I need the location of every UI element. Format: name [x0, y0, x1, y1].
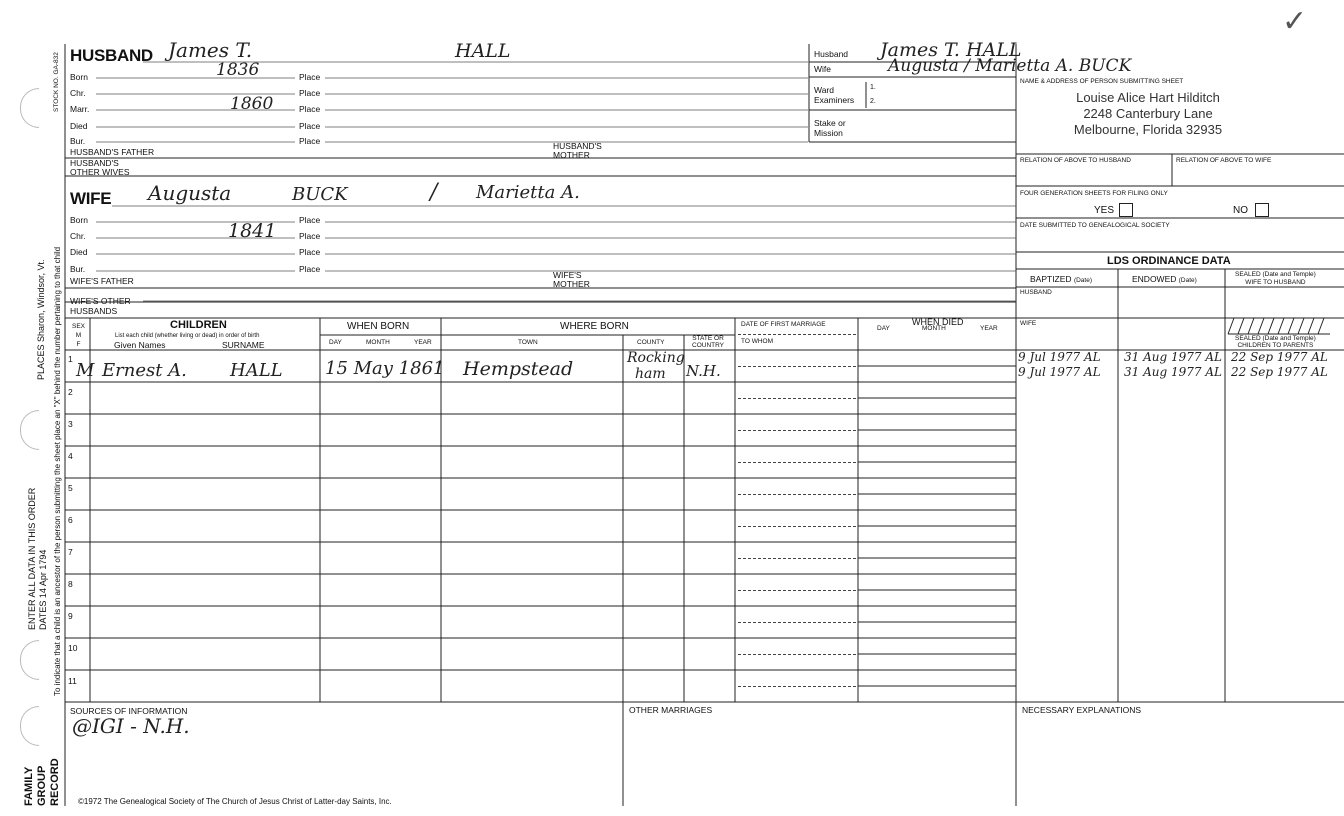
died-month-header: MONTH — [922, 325, 946, 332]
stock-number: STOCK NO. GA-832 — [53, 52, 60, 112]
relation-husband-label: RELATION OF ABOVE TO HUSBAND — [1020, 157, 1131, 164]
child-given: Ernest A. — [102, 360, 187, 381]
husband-born-label: Born — [70, 72, 88, 82]
died-day-header: DAY — [877, 325, 890, 332]
copyright: ©1972 The Genealogical Society of The Church of Jesus Christ of Latter-day Saints, Inc. — [78, 797, 392, 806]
row-number: 5 — [68, 483, 73, 493]
places-example: PLACES Sharon, Windsor, Vt. — [36, 259, 46, 380]
date-submitted-label: DATE SUBMITTED TO GENEALOGICAL SOCIETY — [1020, 222, 1170, 229]
child-surname: HALL — [230, 360, 283, 381]
children-header: CHILDREN — [170, 319, 227, 331]
header-wife-value: Augusta / Marietta A. BUCK — [888, 56, 1132, 76]
town-header: TOWN — [518, 339, 538, 346]
wife-chr-label: Chr. — [70, 231, 86, 241]
husband-marr-label: Marr. — [70, 104, 90, 114]
wife-slash: / — [430, 180, 438, 205]
lds-child-baptized: 9 Jul 1977 AL — [1018, 365, 1101, 379]
wife-surname: BUCK — [292, 184, 348, 205]
born-month-header: MONTH — [366, 339, 390, 346]
submitter-name: Louise Alice Hart Hilditch — [1076, 90, 1220, 105]
children-subheader: List each child (whether living or dead) in order of birth — [115, 333, 260, 339]
wife-heading: WIFE — [70, 189, 112, 208]
husband-heading: HUSBAND — [70, 46, 153, 65]
row-number: 8 — [68, 579, 73, 589]
sources-label: SOURCES OF INFORMATION — [70, 706, 188, 716]
place-label: Place — [299, 121, 321, 131]
other-marriages-label: OTHER MARRIAGES — [629, 705, 713, 715]
wife-bur-label: Bur. — [70, 264, 86, 274]
where-born-header: WHERE BORN — [560, 321, 629, 332]
lds-child-baptized: 9 Jul 1977 AL — [1018, 350, 1101, 364]
wife-alias: Marietta A. — [476, 182, 580, 203]
no-label: NO — [1233, 205, 1248, 216]
state-header: STATE OR COUNTRY — [692, 335, 725, 349]
lds-child-sealed: 22 Sep 1977 AL — [1231, 365, 1328, 379]
yes-label: YES — [1094, 205, 1115, 216]
place-label: Place — [299, 231, 321, 241]
lds-child-endowed: 31 Aug 1977 AL — [1124, 365, 1222, 379]
yes-checkbox[interactable] — [1119, 203, 1133, 217]
endowed-header: ENDOWED (Date) — [1132, 274, 1197, 284]
husband-mother-label: HUSBAND'S MOTHER — [553, 141, 602, 160]
when-died-header: WHEN DIED — [912, 317, 964, 327]
place-label: Place — [299, 264, 321, 274]
husband-given: James T. — [168, 38, 253, 62]
lds-child-endowed: 31 Aug 1977 AL — [1124, 350, 1222, 364]
sealed-parents-header: SEALED (Date and Temple) CHILDREN TO PARENTS — [1235, 335, 1316, 349]
place-label: Place — [299, 72, 321, 82]
lds-husband-label: HUSBAND — [1020, 289, 1052, 296]
husband-chr-label: Chr. — [70, 88, 86, 98]
lds-wife-label: WIFE — [1020, 320, 1037, 327]
husband-died-label: Died — [70, 121, 88, 131]
wife-born-year: 1841 — [228, 220, 277, 242]
wife-father-label: WIFE'S FATHER — [70, 276, 134, 286]
wife-given: Augusta — [148, 181, 232, 205]
husband-bur-label: Bur. — [70, 136, 86, 146]
wife-died-label: Died — [70, 247, 88, 257]
ward-label: Ward — [814, 85, 834, 95]
sealed-wife-header: SEALED (Date and Temple) WIFE TO HUSBAND — [1235, 271, 1316, 286]
row-number: 6 — [68, 515, 73, 525]
submitter-header: NAME & ADDRESS OF PERSON SUBMITTING SHEET — [1020, 78, 1184, 85]
wife-other-husbands-label: WIFE'S OTHER HUSBANDS — [70, 296, 131, 316]
row-number: 4 — [68, 451, 73, 461]
lds-child-sealed: 22 Sep 1977 AL — [1231, 350, 1328, 364]
baptized-header: BAPTIZED (Date) — [1030, 274, 1092, 284]
place-label: Place — [299, 88, 321, 98]
row-number: 10 — [68, 643, 78, 653]
when-born-header: WHEN BORN — [347, 321, 410, 332]
row-number: 9 — [68, 611, 73, 621]
wife-mother-label: WIFE'S MOTHER — [553, 270, 590, 289]
four-gen-label: FOUR GENERATION SHEETS FOR FILING ONLY — [1020, 190, 1168, 197]
born-day-header: DAY — [329, 339, 342, 346]
relation-wife-label: RELATION OF ABOVE TO WIFE — [1176, 157, 1272, 164]
row-number: 1 — [68, 354, 73, 364]
examiner-1: 1. — [870, 84, 876, 91]
surname-header: SURNAME — [222, 340, 265, 350]
row-number: 11 — [68, 676, 77, 686]
to-whom-header: TO WHOM — [741, 338, 774, 345]
examiner-2: 2. — [870, 98, 876, 105]
submitter-street: 2248 Canterbury Lane — [1083, 106, 1213, 121]
header-husband-value: James T. HALL — [880, 39, 1022, 61]
child-born-date: 15 May 1861 — [325, 358, 445, 379]
submitter-city: Melbourne, Florida 32935 — [1073, 122, 1223, 137]
husband-father-label: HUSBAND'S FATHER — [70, 147, 155, 157]
no-checkbox[interactable] — [1255, 203, 1269, 217]
wife-born-label: Born — [70, 215, 88, 225]
header-wife-label: Wife — [814, 64, 831, 74]
child-county: Rocking ham — [627, 350, 685, 382]
place-label: Place — [299, 104, 321, 114]
necessary-explanations-label: NECESSARY EXPLANATIONS — [1022, 705, 1142, 715]
born-year-header: YEAR — [414, 339, 432, 346]
row-number: 7 — [68, 547, 73, 557]
ancestor-note: To indicate that a child is an ancestor of the person submitting the sheet place an "X" behind the number pertaining to that child — [53, 246, 62, 696]
first-marriage-header: DATE OF FIRST MARRIAGE — [741, 321, 826, 328]
row-number: 3 — [68, 419, 73, 429]
lds-title: LDS ORDINANCE DATA — [1107, 255, 1231, 267]
sex-header: SEX M F — [72, 323, 86, 348]
place-label: Place — [299, 136, 321, 146]
child-state: N.H. — [686, 362, 721, 380]
child-sex: M — [76, 360, 95, 381]
check-mark: ✓ — [1282, 5, 1308, 38]
husband-surname: HALL — [455, 40, 511, 62]
enter-all-data: ENTER ALL DATA IN THIS ORDER — [27, 487, 37, 630]
husband-born-year: 1836 — [216, 60, 260, 80]
stake-label: Stake or Mission — [814, 118, 846, 138]
husband-marr-year: 1860 — [230, 94, 274, 114]
given-names-header: Given Names — [114, 340, 166, 350]
husband-other-wives-label: HUSBAND'S OTHER WIVES — [70, 158, 130, 177]
header-husband-label: Husband — [814, 49, 849, 59]
examiners-label: Examiners — [814, 95, 855, 105]
dates-example: DATES 14 Apr 1794 — [38, 549, 48, 630]
county-header: COUNTY — [637, 339, 665, 346]
died-year-header: YEAR — [980, 325, 998, 332]
row-number: 2 — [68, 387, 73, 397]
place-label: Place — [299, 247, 321, 257]
sources-value: @IGI - N.H. — [72, 714, 190, 738]
place-label: Place — [299, 215, 321, 225]
child-town: Hempstead — [463, 358, 574, 380]
